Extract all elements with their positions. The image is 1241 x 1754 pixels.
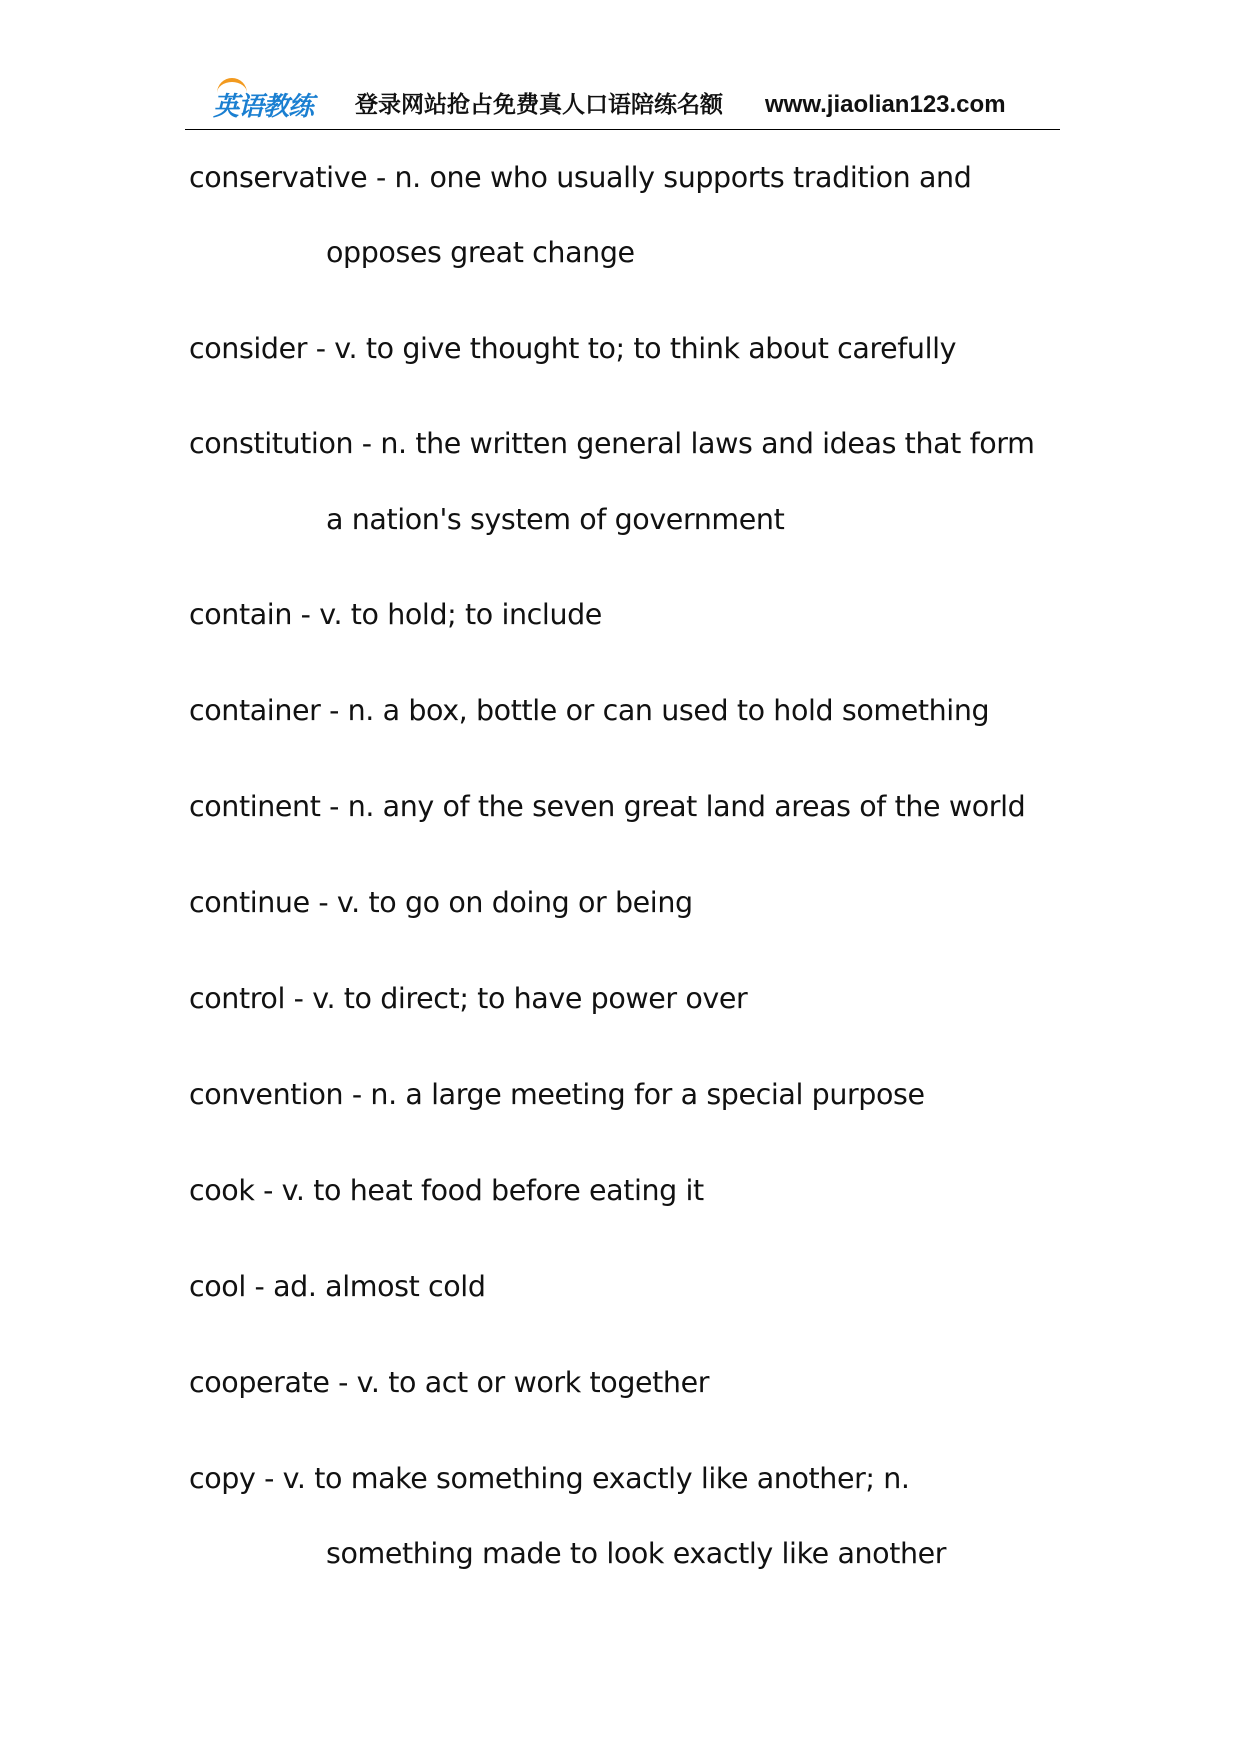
entry-contain-line1: contain - v. to hold; to include bbox=[189, 598, 602, 631]
header-divider bbox=[185, 129, 1060, 130]
entry-cool-line1: cool - ad. almost cold bbox=[189, 1270, 486, 1303]
entry-constitution-line2: a nation's system of government bbox=[326, 503, 785, 536]
entry-continent-line1: continent - n. any of the seven great land areas of the world bbox=[189, 790, 1026, 823]
page-header bbox=[185, 78, 1060, 130]
entry-conservative-line2: opposes great change bbox=[326, 236, 635, 269]
entry-convention-line1: convention - n. a large meeting for a special purpose bbox=[189, 1078, 925, 1111]
header-url: www.jiaolian123.com bbox=[765, 91, 1006, 118]
entry-conservative-line1: conservative - n. one who usually supports tradition and bbox=[189, 161, 972, 194]
site-logo bbox=[213, 84, 313, 124]
entry-consider-line1: consider - v. to give thought to; to think about carefully bbox=[189, 332, 957, 365]
header-slogan: 登录网站抢占免费真人口语陪练名额 bbox=[355, 92, 723, 118]
entry-cook-line1: cook - v. to heat food before eating it bbox=[189, 1174, 704, 1207]
entry-constitution-line1: constitution - n. the written general laws and ideas that form bbox=[189, 427, 1035, 460]
entry-continue-line1: continue - v. to go on doing or being bbox=[189, 886, 693, 919]
entry-copy-line1: copy - v. to make something exactly like another; n. bbox=[189, 1462, 910, 1495]
entry-cooperate-line1: cooperate - v. to act or work together bbox=[189, 1366, 710, 1399]
logo-text: 英语教练 bbox=[213, 92, 314, 122]
entry-control-line1: control - v. to direct; to have power over bbox=[189, 982, 748, 1015]
entry-container-line1: container - n. a box, bottle or can used to hold something bbox=[189, 694, 990, 727]
entry-copy-line2: something made to look exactly like another bbox=[326, 1537, 947, 1570]
